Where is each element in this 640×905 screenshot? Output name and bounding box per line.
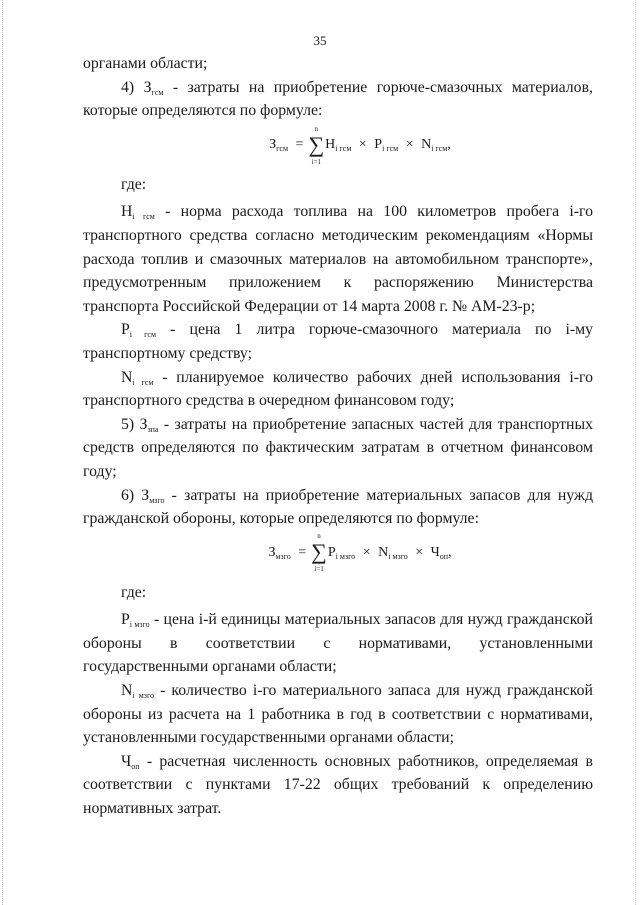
paragraph-item-4: [83, 76, 593, 123]
formula-gsm-comma: ,: [447, 136, 451, 152]
item-5-subscript: зпа: [147, 424, 159, 434]
definition-price-material-subscript: i мзго: [129, 620, 150, 630]
formula-mzgo-sum-symbol: [311, 532, 327, 574]
definition-price-material-text: - цена i-й единицы материальных запасов для нужд гражданской обороны в соответствии с нормативами, установленными государственными органами области;: [83, 611, 593, 676]
formula-gsm-upper-limit: n: [314, 124, 319, 133]
formula-mzgo-term-3-subscript: оп: [439, 551, 449, 561]
item-4-subscript: гсм: [151, 87, 164, 97]
item-6-subscript: мзго: [149, 495, 165, 505]
formula-gsm-equals: =: [295, 136, 304, 152]
definition-headcount-symbol: Ч: [121, 752, 132, 770]
where-label-2: где:: [121, 583, 147, 601]
item-5-lead: 5) З: [121, 415, 148, 433]
item-6-text: - затраты на приобретение материальных запасов для нужд гражданской обороны, которые определяются по формуле:: [83, 486, 593, 528]
definition-days-subscript: i гсм: [132, 377, 154, 387]
item-6-lead: 6) З: [121, 486, 150, 504]
formula-mzgo-equals: =: [298, 544, 307, 560]
definition-days-text: - планируемое количество рабочих дней использования i-го транспортного средства в очередном финансовом году;: [83, 368, 593, 410]
definition-headcount: [83, 750, 593, 821]
definition-norm: [83, 200, 593, 318]
document-body: [83, 52, 593, 821]
formula-mzgo-lhs-subscript: мзго: [275, 551, 291, 561]
definition-price-fuel: [83, 318, 593, 365]
formula-mzgo-term-2-subscript: i мзго: [388, 551, 408, 561]
formula-gsm-term-2-subscript: i гсм: [382, 143, 399, 153]
formula-gsm-lhs-subscript: гсм: [276, 143, 289, 153]
formula-gsm-lower-limit: i=1: [311, 157, 321, 166]
formula-mzgo-term-3: Ч: [430, 544, 440, 560]
definition-norm-subscript: i гсм: [132, 212, 155, 222]
paragraph-continuation: органами области;: [83, 55, 208, 72]
formula-mzgo-times-1: ×: [362, 544, 371, 560]
paragraph-item-6: [83, 484, 593, 531]
item-4-text: - затраты на приобретение горюче-смазочных материалов, которые определяются по формуле:: [83, 78, 593, 120]
definition-quantity-material-symbol: N: [121, 682, 133, 700]
formula-mzgo-comma: ,: [448, 544, 452, 560]
definition-quantity-material-subscript: i мзго: [132, 691, 155, 701]
item-5-text: - затраты на приобретение запасных частей для транспортных средств определяются по фактическим затратам в отчетном финансовом году;: [83, 415, 593, 480]
formula-gsm-sigma: ∑: [308, 131, 325, 157]
where-label-1: где:: [121, 175, 147, 193]
definition-days: [83, 366, 593, 413]
formula-mzgo-term-1-subscript: i мзго: [335, 551, 356, 561]
item-4-lead: 4) З: [121, 78, 152, 96]
formula-mzgo-term-2: N: [378, 544, 389, 560]
formula-mzgo-sigma: ∑: [311, 539, 327, 565]
formula-gsm-term-2: Р: [374, 136, 383, 152]
definition-norm-text: - норма расхода топлива на 100 километров пробега i-го транспортного средства согласно методическим рекомендациям «Нормы расхода топлив и смазочных материалов на автомобильном транспорте», предусмотренным приложением к распоряжению Министерства транспорта Российской Федерации от 14 марта 2008 г. № АМ-23-р;: [83, 203, 593, 315]
definition-headcount-text: - расчетная численность основных работников, определяемая в соответствии с пунктами 17-22 общих требований к определению нормативных затрат.: [83, 752, 593, 818]
formula-gsm-times-2: ×: [405, 136, 414, 152]
formula-gsm-term-3: N: [421, 136, 432, 152]
formula-mzgo-lower-limit: i=1: [314, 565, 324, 574]
formula-gsm: [83, 123, 593, 167]
formula-gsm-times-1: ×: [358, 136, 367, 152]
formula-mzgo-term-1: Р: [327, 544, 336, 560]
definition-norm-symbol: Н: [121, 203, 133, 221]
definition-headcount-subscript: оп: [131, 761, 140, 771]
formula-gsm-term-1: Н: [325, 136, 336, 152]
formula-mzgo-times-2: ×: [415, 544, 424, 560]
scan-edge-left: [2, 0, 4, 905]
scan-edge-right: [635, 0, 637, 905]
definition-price-material: [83, 608, 593, 679]
definition-price-material-symbol: Р: [121, 611, 130, 629]
formula-gsm-term-1-subscript: i гсм: [335, 143, 352, 153]
paragraph-item-5: [83, 413, 593, 484]
page-number: 35: [313, 33, 327, 48]
formula-mzgo: [83, 531, 593, 575]
formula-mzgo-lhs: З: [268, 544, 276, 560]
definition-quantity-material-text: - количество i-го материального запаса для нужд гражданской обороны из расчета на 1 работника в год в соответствии с нормативами, установленными государственными органами области;: [83, 682, 594, 747]
definition-price-fuel-text: - цена 1 литра горюче-смазочного материала по i-му транспортному средству;: [83, 321, 593, 362]
definition-price-fuel-symbol: Р: [121, 321, 130, 339]
formula-gsm-lhs: З: [269, 136, 277, 152]
formula-gsm-term-3-subscript: i гсм: [431, 143, 448, 153]
definition-days-symbol: N: [121, 368, 133, 386]
formula-gsm-sum-symbol: [308, 124, 325, 166]
definition-quantity-material: [83, 679, 593, 750]
definition-price-fuel-subscript: i гсм: [129, 330, 157, 340]
formula-mzgo-upper-limit: n: [317, 532, 321, 541]
